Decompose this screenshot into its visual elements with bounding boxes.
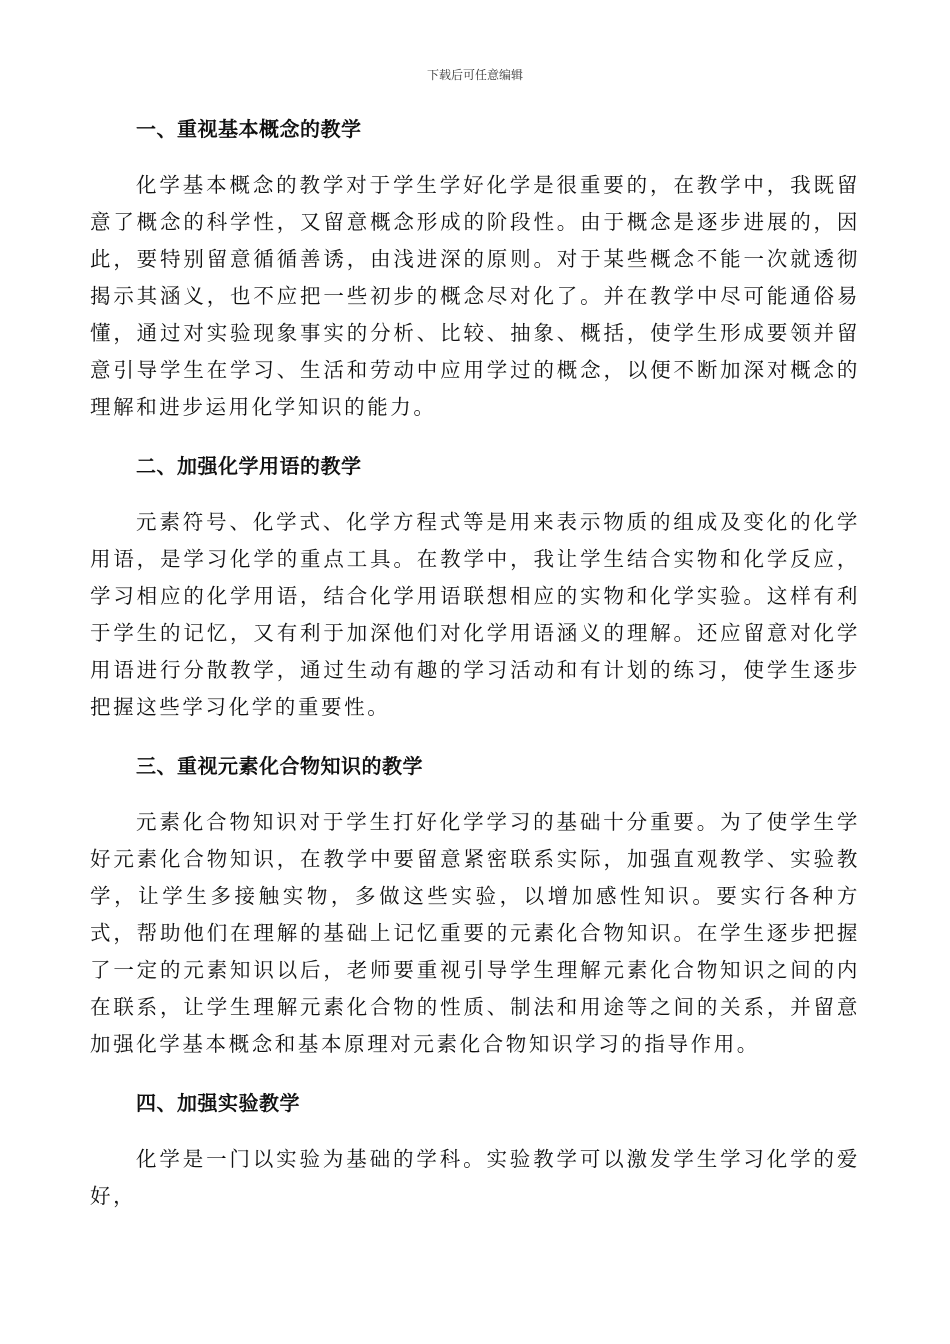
section-heading: 四、加强实验教学	[136, 1091, 300, 1115]
section-paragraph: 化学基本概念的教学对于学生学好化学是很重要的，在教学中，我既留意了概念的科学性，又留意概念形成的阶段性。由于概念是逐步进展的，因此，要特别留意循循善诱，由浅进深的原则。对于某些概念不能一次就透彻揭示其涵义，也不应把一些初步的概念尽对化了。并在教学中尽可能通俗易懂，通过对实验现象事实的分析、比较、抽象、概括，使学生形成要领并留意引导学生在学习、生活和劳动中应用学过的概念，以便不断加深对概念的理解和进步运用化学知识的能力。	[90, 173, 860, 419]
section-paragraph: 元素化合物知识对于学生打好化学学习的基础十分重要。为了使学生学好元素化合物知识，在教学中要留意紧密联系实际，加强直观教学、实验教学，让学生多接触实物，多做这些实验，以增加感性知识。要实行各种方式，帮助他们在理解的基础上记忆重要的元素化合物知识。在学生逐步把握了一定的元素知识以后，老师要重视引导学生理解元素化合物知识之间的内在联系，让学生理解元素化合物的性质、制法和用途等之间的关系，并留意加强化学基本概念和基本原理对元素化合物知识学习的指导作用。	[90, 810, 860, 1056]
section-1	[90, 112, 860, 426]
section-paragraph: 元素符号、化学式、化学方程式等是用来表示物质的组成及变化的化学用语，是学习化学的重点工具。在教学中，我让学生结合实物和化学反应，学习相应的化学用语，结合化学用语联想相应的实物和化学实验。这样有利于学生的记忆，又有利于加深他们对化学用语涵义的理解。还应留意对化学用语进行分散教学，通过生动有趣的学习活动和有计划的练习，使学生逐步把握这些学习化学的重要性。	[90, 510, 860, 719]
page-header: 下载后可任意编辑	[426, 68, 523, 82]
section-3	[90, 749, 860, 1063]
section-paragraph: 化学是一门以实验为基础的学科。实验教学可以激发学生学习化学的爱好，	[90, 1147, 860, 1208]
section-2	[90, 449, 860, 726]
section-heading: 一、重视基本概念的教学	[136, 117, 362, 141]
section-heading: 二、加强化学用语的教学	[136, 454, 362, 478]
document-body	[90, 112, 860, 1215]
section-4	[90, 1086, 860, 1215]
section-heading: 三、重视元素化合物知识的教学	[136, 754, 423, 778]
